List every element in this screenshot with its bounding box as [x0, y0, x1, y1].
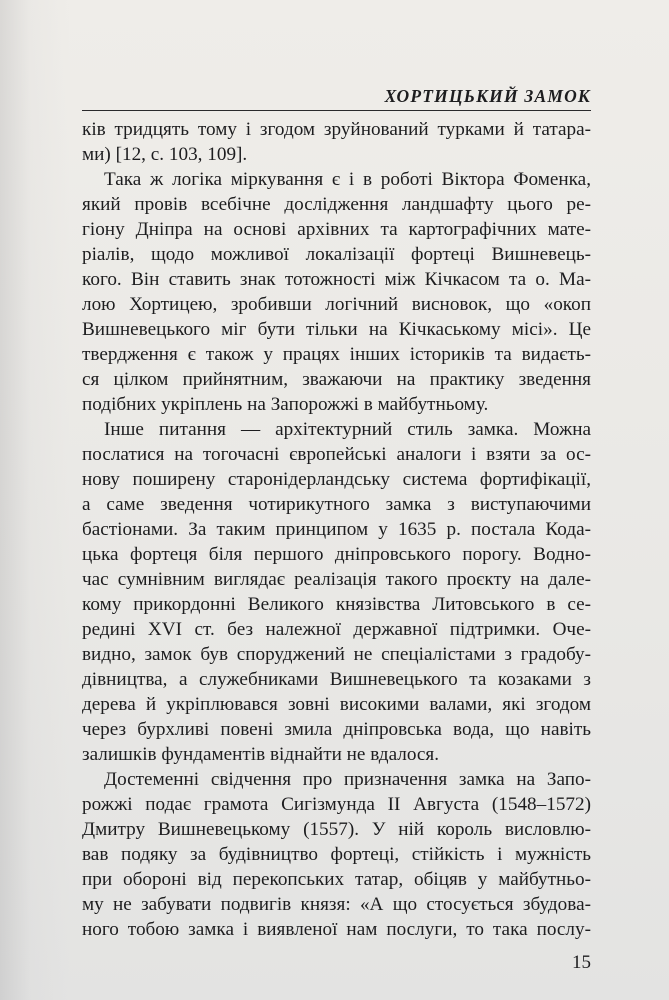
- page-number: 15: [572, 952, 591, 973]
- text-line: Вишневецького міг бути тільки на Кічкаському місі». Це: [82, 319, 591, 340]
- text-line: кого. Він ставить знак тотожності між Кічкасом та о. Ма-: [82, 269, 591, 290]
- text-line: через бурхливі повені змила дніпровська вода, що навіть: [82, 719, 591, 740]
- text-line: редині XVI ст. без належної державної підтримки. Оче-: [82, 619, 591, 640]
- text-line: гіону Дніпра на основі архівних та картографічних мате-: [82, 219, 591, 240]
- text-line: дерева й укріплювався зовні високими валами, які згодом: [82, 694, 591, 715]
- text-line: Достеменні свідчення про призначення замка на Запо-: [104, 769, 591, 790]
- text-line: нову поширену старонідерландську система фортифікації,: [82, 469, 591, 490]
- text-line: твердження є також у працях інших істориків та видаєть-: [82, 344, 591, 365]
- text-line: вав подяку за будівництво фортеці, стійкість і мужність: [82, 844, 591, 865]
- text-line: який провів всебічне дослідження ландшафту цього ре-: [82, 194, 591, 215]
- text-line: залишків фундаментів віднайти не вдалося.: [82, 744, 440, 765]
- text-line: дівництва, а служебниками Вишневецького та козаками з: [82, 669, 591, 690]
- text-line: час сумнівним виглядає реалізація такого проєкту на дале-: [82, 569, 591, 590]
- text-line: видно, замок був споруджений не спеціалістами з градобу-: [82, 644, 591, 665]
- text-line: ного тобою замка і виявленої нам послуги, то така послу-: [82, 919, 591, 940]
- text-line: кому прикордонні Великого князівства Литовського в се-: [82, 594, 591, 615]
- text-line: ків тридцять тому і згодом зруйнований турками й татара-: [82, 119, 591, 140]
- running-head: ХОРТИЦЬКИЙ ЗАМОК: [384, 86, 591, 106]
- text-line: Така ж логіка міркування є і в роботі Віктора Фоменка,: [104, 169, 591, 190]
- text-line: при обороні від перекопських татар, обіцяв у майбутньо-: [82, 869, 591, 890]
- text-line: цька фортеця біля першого дніпровського порогу. Водно-: [82, 544, 591, 565]
- text-line: бастіонами. За таким принципом у 1635 р. постала Кода-: [82, 519, 591, 540]
- text-line: подібних укріплень на Запорожжі в майбутньому.: [82, 394, 489, 415]
- text-line: а саме зведення чотирикутного замка з виступаючими: [82, 494, 591, 515]
- text-line: Інше питання — архітектурний стиль замка. Можна: [104, 419, 591, 440]
- header-rule: [82, 110, 591, 111]
- text-line: ми) [12, с. 103, 109].: [82, 144, 248, 165]
- text-line: му не забувати подвигів князя: «А що стосується збудова-: [82, 894, 591, 915]
- text-line: ріалів, щодо можливої локалізації фортеці Вишневець-: [82, 244, 591, 265]
- text-line: рожжі подає грамота Сигізмунда II Августа (1548–1572): [82, 794, 591, 815]
- text-line: ся цілком прийнятним, зважаючи на практику зведення: [82, 369, 591, 390]
- text-line: послатися на тогочасні європейські аналоги і взяти за ос-: [82, 444, 591, 465]
- text-line: Дмитру Вишневецькому (1557). У ній король висловлю-: [82, 819, 591, 840]
- text-line: лою Хортицею, зробивши логічний висновок, що «окоп: [82, 294, 591, 315]
